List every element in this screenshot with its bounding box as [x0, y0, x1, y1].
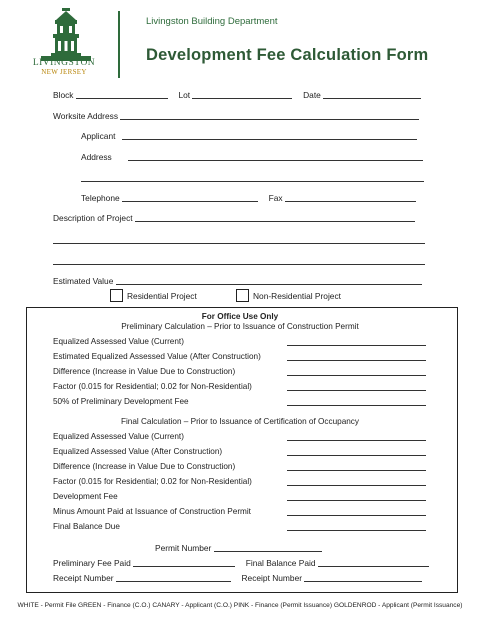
residential-checkbox[interactable] [110, 289, 123, 302]
receipt-number-field[interactable] [116, 573, 231, 582]
logo-text [24, 58, 104, 68]
description-line-3 [53, 256, 425, 266]
prelim-row-field[interactable] [287, 390, 426, 391]
prelim-row-field[interactable] [287, 375, 426, 376]
estimated-value-field[interactable] [116, 276, 422, 285]
prelim-row-field[interactable] [287, 345, 426, 346]
estimated-value-row [53, 276, 422, 286]
final-row-field[interactable] [287, 455, 426, 456]
date-label: Date [303, 90, 321, 100]
preliminary-fee-paid-field[interactable] [133, 558, 235, 567]
final-balance-paid-label: Final Balance Paid [245, 558, 316, 568]
fee-paid-row [53, 558, 429, 568]
final-row-field[interactable] [287, 515, 426, 516]
final-row-field[interactable] [287, 500, 426, 501]
preliminary-heading: Preliminary Calculation – Prior to Issuance of Construction Permit [121, 322, 359, 331]
applicant-field[interactable] [122, 131, 417, 140]
prelim-row-field[interactable] [287, 405, 426, 406]
prelim-row-field[interactable] [287, 360, 426, 361]
final-row-label: Development Fee [53, 492, 118, 501]
block-lot-date-row [53, 90, 421, 100]
final-balance-paid-field[interactable] [318, 558, 429, 567]
description-row [53, 213, 415, 223]
description-label: Description of Project [53, 213, 133, 223]
header-divider [118, 11, 120, 78]
permit-number-row [155, 543, 322, 553]
final-row-field[interactable] [287, 530, 426, 531]
address-label: Address [81, 152, 112, 162]
non-residential-checkbox[interactable] [236, 289, 249, 302]
residential-label: Residential Project [127, 291, 197, 301]
address-row [81, 152, 423, 162]
description-line-2 [53, 235, 425, 245]
distribution-footer: WHITE - Permit File GREEN - Finance (C.O.) CANARY - Applicant (C.O.) PINK - Finance (Permit Issuance) GOLDENROD - Applicant (Permit Issuance) [17, 602, 463, 609]
telephone-label: Telephone [81, 193, 120, 203]
address-line-2-field[interactable] [81, 173, 424, 182]
form-title: Development Fee Calculation Form [146, 46, 429, 64]
worksite-address-field[interactable] [120, 111, 419, 120]
applicant-label: Applicant [81, 131, 116, 141]
non-residential-label: Non-Residential Project [253, 291, 341, 301]
logo-subtext: NEW JERSEY [41, 68, 87, 76]
block-label: Block [53, 90, 74, 100]
final-row-label: Minus Amount Paid at Issuance of Construction Permit [53, 507, 251, 516]
final-row-label: Final Balance Due [53, 522, 120, 531]
fax-label: Fax [268, 193, 283, 203]
telephone-fax-row [81, 193, 416, 203]
permit-number-label: Permit Number [155, 543, 212, 553]
address-line-2-row [81, 173, 424, 183]
receipt-number-field-2[interactable] [304, 573, 422, 582]
office-use-heading: For Office Use Only [201, 312, 279, 321]
receipt-number-row [53, 573, 422, 583]
final-row-field[interactable] [287, 440, 426, 441]
block-field[interactable] [76, 90, 168, 99]
prelim-row-label: Factor (0.015 for Residential; 0.02 for Non-Residential) [53, 382, 252, 391]
department-name: Livingston Building Department [146, 16, 278, 27]
final-row-label: Equalized Assessed Value (After Construction) [53, 447, 223, 456]
final-row-label: Difference (Increase in Value Due to Construction) [53, 462, 236, 471]
estimated-value-label: Estimated Value [53, 276, 114, 286]
worksite-address-label: Worksite Address [53, 111, 119, 121]
permit-number-field[interactable] [214, 543, 322, 552]
final-row-label: Equalized Assessed Value (Current) [53, 432, 184, 441]
description-field[interactable] [135, 213, 415, 222]
prelim-row-label: 50% of Preliminary Development Fee [53, 397, 189, 406]
prelim-row-label: Estimated Equalized Assessed Value (After Construction) [53, 352, 261, 361]
final-heading: Final Calculation – Prior to Issuance of Certification of Occupancy [120, 417, 359, 426]
prelim-row-label: Difference (Increase in Value Due to Construction) [53, 367, 236, 376]
telephone-field[interactable] [122, 193, 258, 202]
prelim-row-label: Equalized Assessed Value (Current) [53, 337, 184, 346]
final-row-field[interactable] [287, 485, 426, 486]
logo-text-value: LIVINGSTON [32, 58, 96, 68]
date-field[interactable] [323, 90, 421, 99]
final-row-label: Factor (0.015 for Residential; 0.02 for Non-Residential) [53, 477, 252, 486]
final-row-field[interactable] [287, 470, 426, 471]
receipt-number-label: Receipt Number [53, 573, 114, 583]
lot-label: Lot [178, 90, 191, 100]
applicant-row [81, 131, 417, 141]
description-line-2-field[interactable] [53, 235, 425, 244]
preliminary-fee-paid-label: Preliminary Fee Paid [53, 558, 131, 568]
lot-field[interactable] [192, 90, 292, 99]
address-field[interactable] [128, 152, 423, 161]
description-line-3-field[interactable] [53, 256, 425, 265]
receipt-number-label-2: Receipt Number [241, 573, 303, 583]
worksite-address-row [53, 111, 419, 121]
fax-field[interactable] [285, 193, 416, 202]
